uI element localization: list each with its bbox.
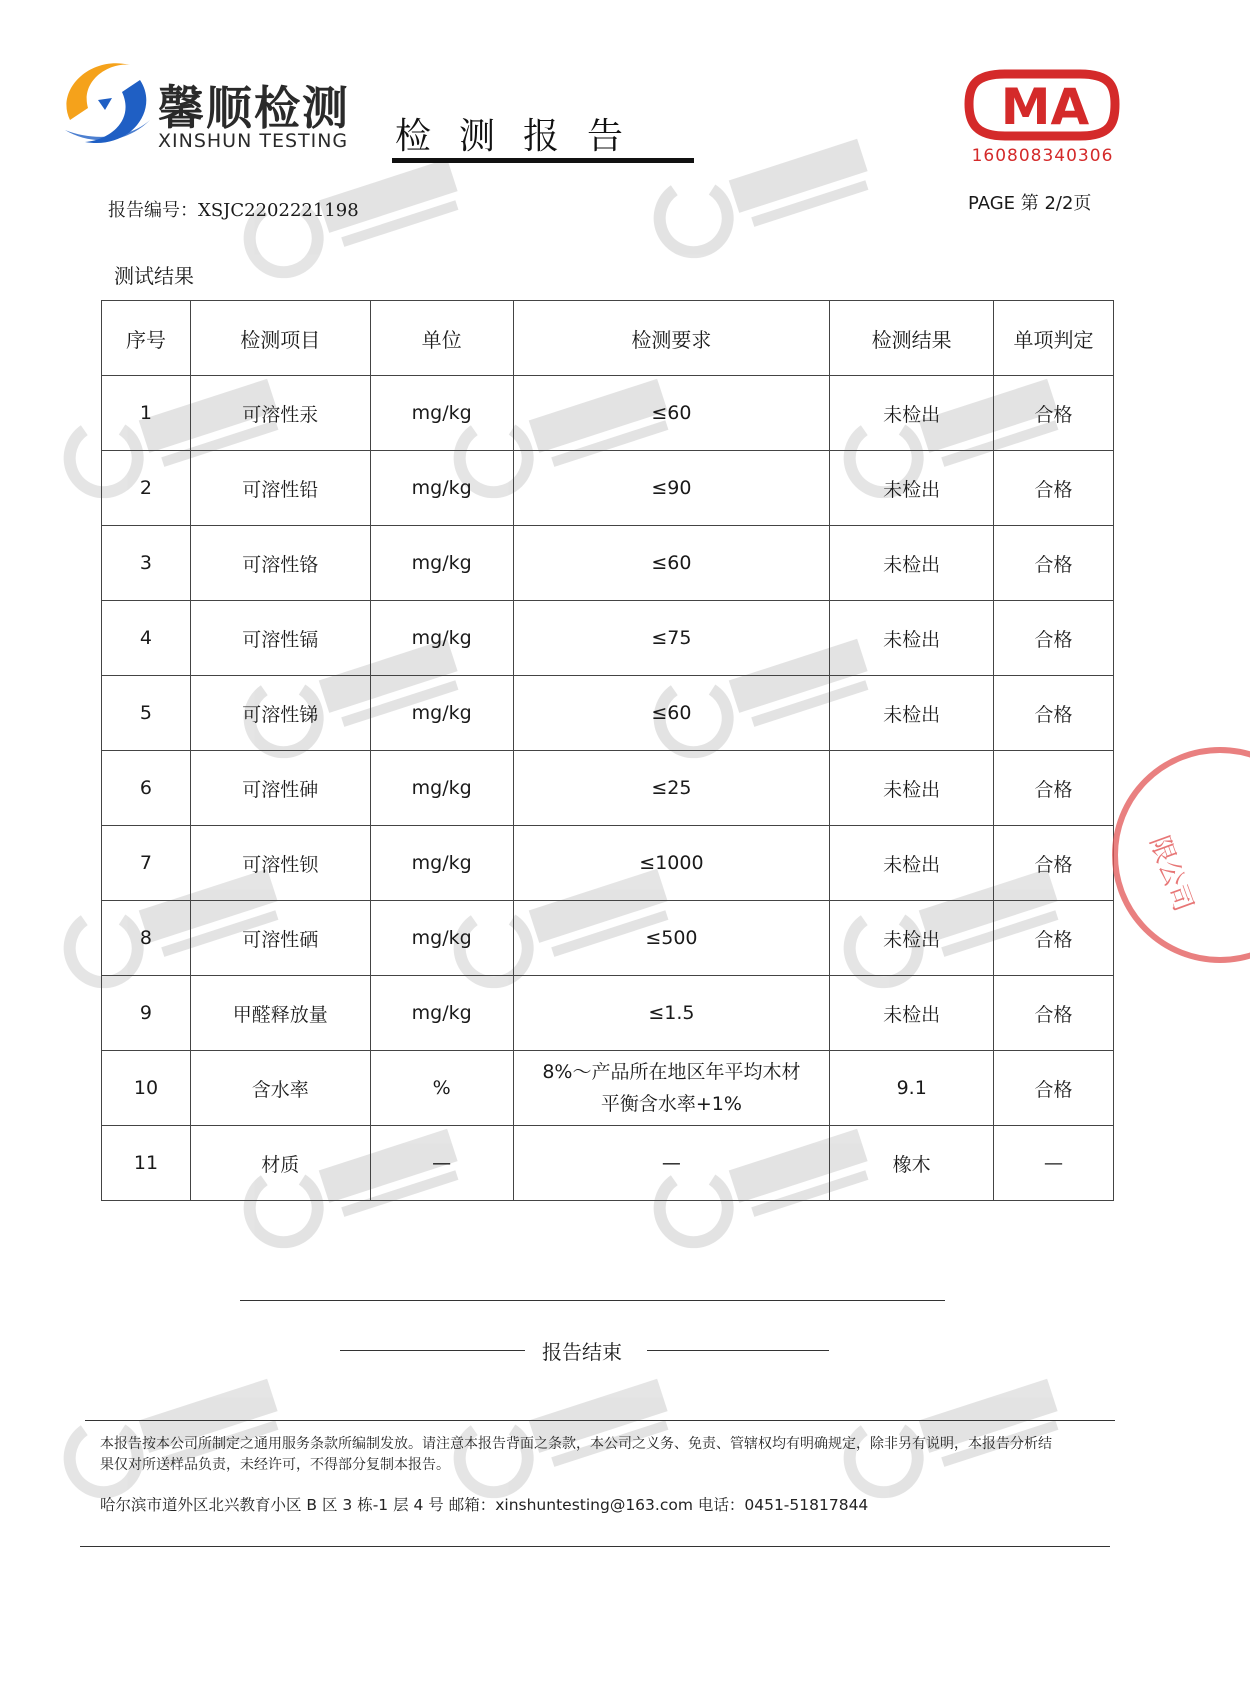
result-cell: 橡木: [830, 1126, 994, 1201]
row-number-cell: 11: [102, 1126, 191, 1201]
logo-name-cn: 馨顺检测: [158, 81, 350, 135]
table-row: [102, 376, 1114, 451]
result-cell: 未检出: [830, 526, 994, 601]
results-table: [101, 300, 1114, 1201]
watermark-logo: [639, 107, 892, 283]
unit-cell: mg/kg: [370, 601, 513, 676]
test-item-cell: 可溶性镉: [190, 601, 370, 676]
result-cell: 未检出: [830, 376, 994, 451]
judgement-cell: 合格: [994, 826, 1114, 901]
test-item-cell: 甲醛释放量: [190, 976, 370, 1051]
row-number-cell: 9: [102, 976, 191, 1051]
row-number-cell: 2: [102, 451, 191, 526]
test-item-cell: 可溶性汞: [190, 376, 370, 451]
judgement-cell: 合格: [994, 1051, 1114, 1126]
requirement-cell: ≤60: [513, 376, 830, 451]
unit-cell: mg/kg: [370, 376, 513, 451]
requirement-cell: ≤500: [513, 901, 830, 976]
table-row: [102, 1126, 1114, 1201]
table-row: [102, 601, 1114, 676]
header-cell: 单项判定: [994, 301, 1114, 376]
unit-cell: mg/kg: [370, 901, 513, 976]
test-item-cell: 可溶性钡: [190, 826, 370, 901]
end-line-left: [340, 1350, 525, 1351]
requirement-cell: ≤60: [513, 526, 830, 601]
unit-cell: mg/kg: [370, 526, 513, 601]
requirement-cell: ≤1.5: [513, 976, 830, 1051]
test-item-cell: 含水率: [190, 1051, 370, 1126]
header-cell: 检测项目: [190, 301, 370, 376]
test-item-cell: 可溶性砷: [190, 751, 370, 826]
judgement-cell: 合格: [994, 676, 1114, 751]
seal-text: 限公司: [1143, 832, 1199, 916]
table-row: [102, 826, 1114, 901]
judgement-cell: 合格: [994, 376, 1114, 451]
unit-cell: mg/kg: [370, 451, 513, 526]
test-item-cell: 可溶性硒: [190, 901, 370, 976]
unit-cell: mg/kg: [370, 676, 513, 751]
page-indicator: PAGE 第 2/2页: [968, 193, 1092, 214]
end-line-right: [647, 1350, 829, 1351]
row-number-cell: 10: [102, 1051, 191, 1126]
requirement-cell: ≤75: [513, 601, 830, 676]
unit-cell: %: [370, 1051, 513, 1126]
unit-cell: mg/kg: [370, 976, 513, 1051]
requirement-cell: ≤60: [513, 676, 830, 751]
header-cell: 序号: [102, 301, 191, 376]
row-number-cell: 6: [102, 751, 191, 826]
test-item-cell: 可溶性锑: [190, 676, 370, 751]
test-item-cell: 可溶性铬: [190, 526, 370, 601]
row-number-cell: 8: [102, 901, 191, 976]
row-number-cell: 7: [102, 826, 191, 901]
header-cell: 单位: [370, 301, 513, 376]
unit-cell: mg/kg: [370, 751, 513, 826]
document-title: 检测报告: [395, 116, 652, 157]
table-row: [102, 1051, 1114, 1126]
cma-letters: MA: [1000, 78, 1090, 136]
judgement-cell: —: [994, 1126, 1114, 1201]
table-body: [102, 376, 1114, 1201]
requirement-cell: —: [513, 1126, 830, 1201]
footer-rule-bottom: [80, 1546, 1110, 1547]
requirement-cell: 8%～产品所在地区年平均木材 平衡含水率+1%: [513, 1051, 830, 1126]
company-seal: [1110, 745, 1250, 965]
company-logo: [50, 50, 350, 160]
end-of-report: 报告结束: [542, 1340, 622, 1364]
header-cell: 检测结果: [830, 301, 994, 376]
title-underline: [392, 158, 694, 163]
judgement-cell: 合格: [994, 751, 1114, 826]
unit-cell: mg/kg: [370, 826, 513, 901]
result-cell: 未检出: [830, 676, 994, 751]
result-cell: 未检出: [830, 826, 994, 901]
footer-contact: 哈尔滨市道外区北兴教育小区 B 区 3 栋-1 层 4 号 邮箱：xinshuntesting@163.com 电话：0451-51817844: [100, 1496, 869, 1514]
result-cell: 未检出: [830, 901, 994, 976]
section-title: 测试结果: [114, 264, 194, 288]
judgement-cell: 合格: [994, 526, 1114, 601]
judgement-cell: 合格: [994, 901, 1114, 976]
seal-icon: [1110, 745, 1250, 965]
test-item-cell: 材质: [190, 1126, 370, 1201]
table-header-row: [102, 301, 1114, 376]
requirement-cell: ≤90: [513, 451, 830, 526]
cma-logo-icon: [965, 66, 1120, 146]
row-number-cell: 3: [102, 526, 191, 601]
header-cell: 检测要求: [513, 301, 830, 376]
result-cell: 未检出: [830, 976, 994, 1051]
table-row: [102, 976, 1114, 1051]
result-cell: 未检出: [830, 751, 994, 826]
requirement-cell: ≤25: [513, 751, 830, 826]
judgement-cell: 合格: [994, 451, 1114, 526]
cma-code: 160808340306: [971, 146, 1114, 166]
table-row: [102, 451, 1114, 526]
report-number-label: 报告编号：: [108, 200, 198, 221]
result-cell: 9.1: [830, 1051, 994, 1126]
test-item-cell: 可溶性铅: [190, 451, 370, 526]
report-number-value: XSJC2202221198: [198, 200, 359, 221]
footer-disclaimer: 本报告按本公司所制定之通用服务条款所编制发放。请注意本报告背面之条款，本公司之义务、免责、管辖权均有明确规定，除非另有说明，本报告分析结果仅对所送样品负责，未经许可，不得部分复制本报告。: [100, 1436, 1052, 1473]
row-number-cell: 1: [102, 376, 191, 451]
result-cell: 未检出: [830, 601, 994, 676]
unit-cell: —: [370, 1126, 513, 1201]
requirement-cell: ≤1000: [513, 826, 830, 901]
footer-rule-top: [85, 1420, 1115, 1421]
report-number: [108, 196, 359, 222]
row-number-cell: 4: [102, 601, 191, 676]
cma-mark: [965, 66, 1125, 186]
judgement-cell: 合格: [994, 976, 1114, 1051]
table-row: [102, 901, 1114, 976]
table-row: [102, 676, 1114, 751]
judgement-cell: 合格: [994, 601, 1114, 676]
divider: [240, 1300, 945, 1301]
result-cell: 未检出: [830, 451, 994, 526]
logo-swirl-icon: [50, 50, 160, 160]
table-row: [102, 526, 1114, 601]
table-row: [102, 751, 1114, 826]
row-number-cell: 5: [102, 676, 191, 751]
logo-name-en: XINSHUN TESTING: [158, 130, 349, 152]
